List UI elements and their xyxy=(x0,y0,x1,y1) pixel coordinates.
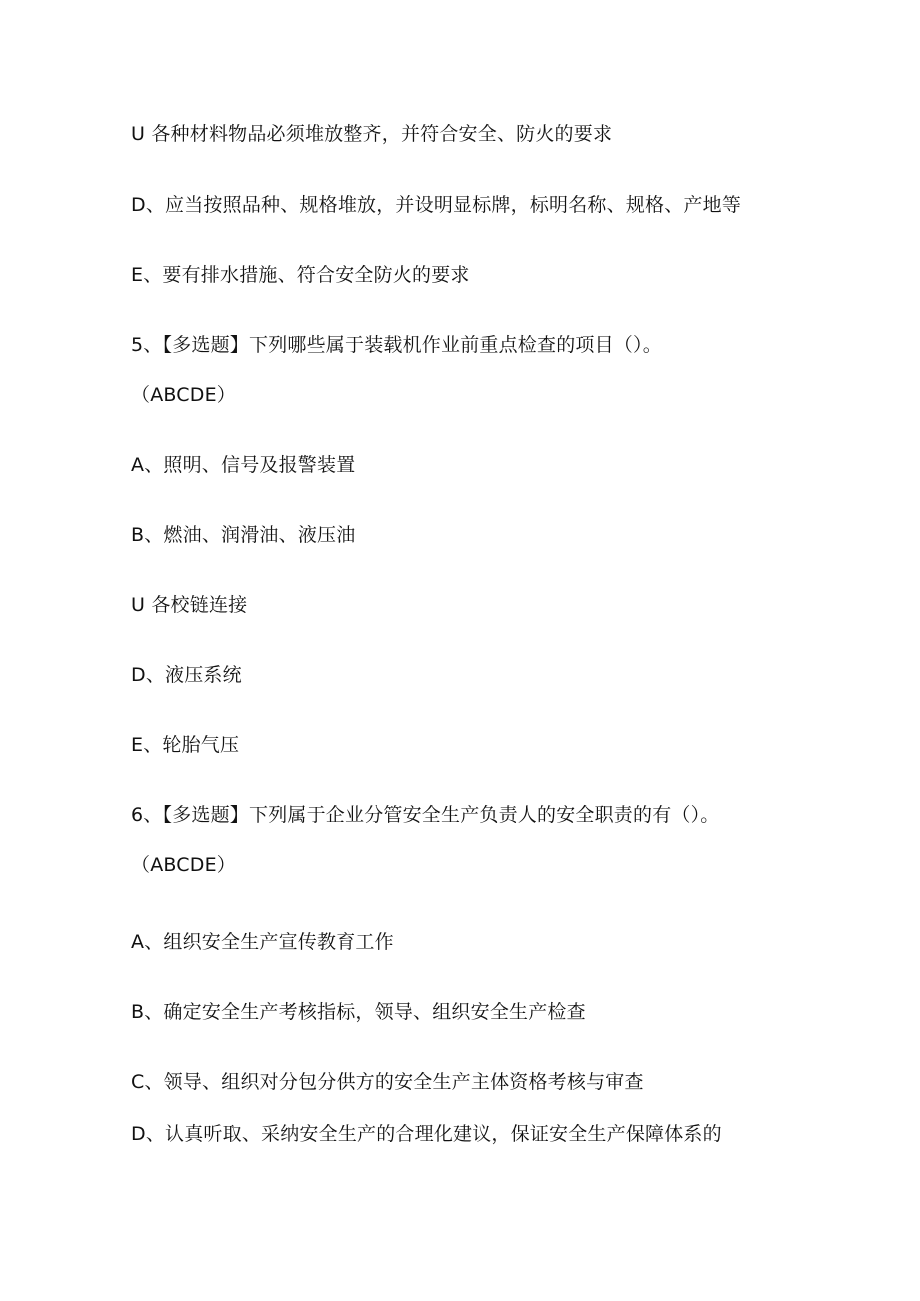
q5-option-d: D、液压系统 xyxy=(131,664,242,686)
q6-option-d: D、认真听取、采纳安全生产的合理化建议，保证安全生产保障体系的 xyxy=(131,1123,722,1145)
question-5-answer: （ABCDE） xyxy=(131,384,237,406)
q5-option-b: B、燃油、润滑油、液压油 xyxy=(131,524,356,546)
q5-option-a: A、照明、信号及报警装置 xyxy=(131,454,356,476)
q6-option-a: A、组织安全生产宣传教育工作 xyxy=(131,931,394,953)
question-6-answer: （ABCDE） xyxy=(131,854,237,876)
question-6-stem: 6、【多选题】下列属于企业分管安全生产负责人的安全职责的有（）。 xyxy=(131,804,720,826)
q5-option-c: U 各校链连接 xyxy=(131,594,248,616)
q5-option-e: E、轮胎气压 xyxy=(131,734,240,756)
q6-option-c: C、领导、组织对分包分供方的安全生产主体资格考核与审查 xyxy=(131,1071,644,1093)
q6-option-b: B、确定安全生产考核指标，领导、组织安全生产检查 xyxy=(131,1001,586,1023)
option-d-stacking: D、应当按照品种、规格堆放，并设明显标牌，标明名称、规格、产地等 xyxy=(131,194,742,216)
option-c-materials: U 各种材料物品必须堆放整齐，并符合安全、防火的要求 xyxy=(131,123,613,145)
option-e-drainage: E、要有排水措施、符合安全防火的要求 xyxy=(131,264,470,286)
question-5-stem: 5、【多选题】下列哪些属于装载机作业前重点检查的项目（）。 xyxy=(131,334,662,356)
